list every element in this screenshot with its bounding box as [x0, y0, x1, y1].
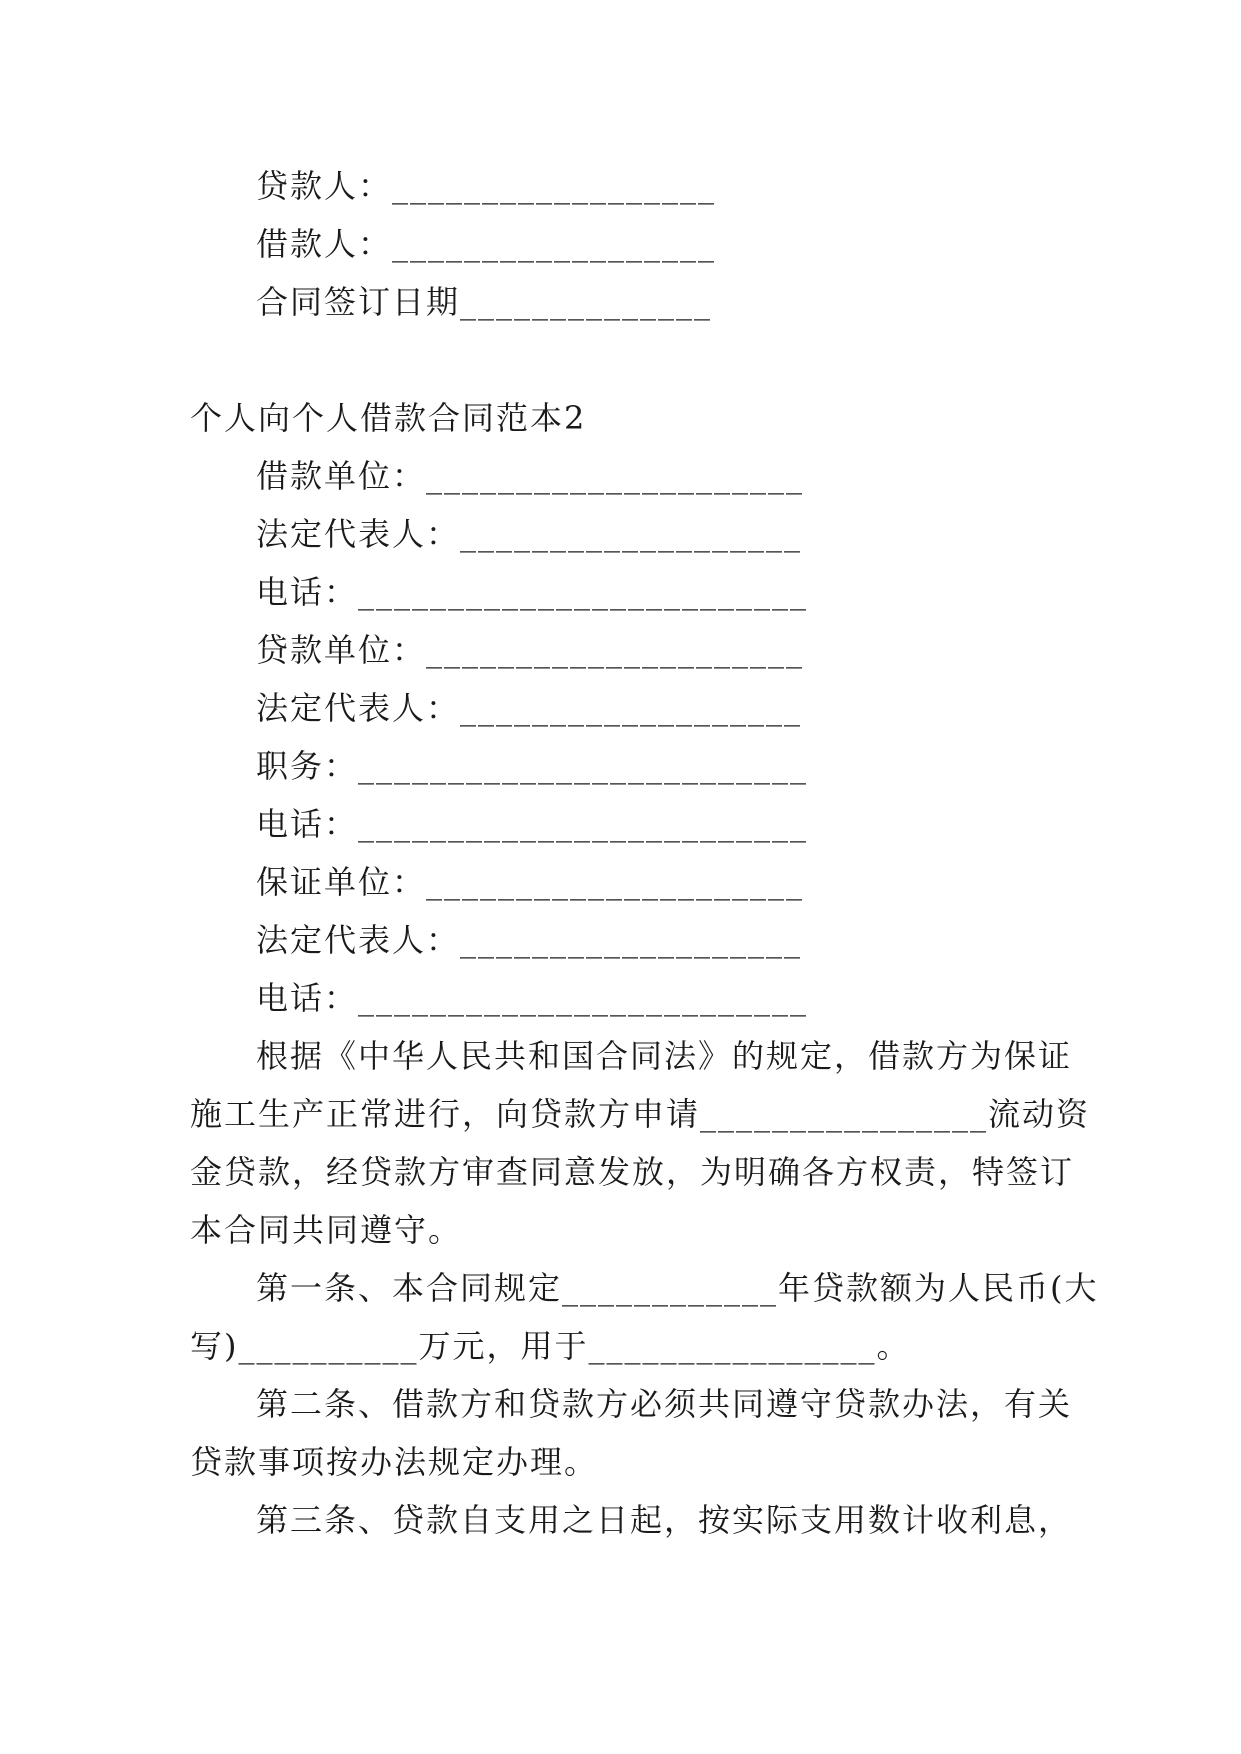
- lender-signature-line: 贷款人：__________________: [256, 167, 717, 205]
- article-3-line: 第三条、贷款自支用之日起，按实际支用数计收利息，: [256, 1501, 1073, 1539]
- article-1-line: 第一条、本合同规定____________年贷款额为人民币(大: [256, 1269, 1099, 1307]
- party-legal-rep: 法定代表人：___________________: [256, 689, 803, 727]
- party-lending-unit: 贷款单位：_____________________: [256, 631, 805, 669]
- paragraph-line: 根据《中华人民共和国合同法》的规定，借款方为保证: [256, 1037, 1073, 1075]
- article-2-line: 贷款事项按办法规定办理。: [190, 1443, 599, 1481]
- party-position: 职务：_________________________: [256, 747, 809, 785]
- sign-date-line: 合同签订日期______________: [256, 283, 713, 321]
- borrower-signature-line: 借款人：__________________: [256, 225, 717, 263]
- party-borrowing-unit: 借款单位：_____________________: [256, 457, 805, 495]
- paragraph-line: 金贷款，经贷款方审查同意发放，为明确各方权责，特签订: [190, 1153, 1075, 1191]
- paragraph-line: 本合同共同遵守。: [190, 1211, 463, 1249]
- paragraph-line: 施工生产正常进行，向贷款方申请________________流动资: [190, 1095, 1091, 1133]
- party-legal-rep: 法定代表人：___________________: [256, 515, 803, 553]
- party-phone: 电话：_________________________: [256, 573, 809, 611]
- party-phone: 电话：_________________________: [256, 979, 809, 1017]
- party-guarantor-unit: 保证单位：_____________________: [256, 863, 805, 901]
- party-legal-rep: 法定代表人：___________________: [256, 921, 803, 959]
- article-2-line: 第二条、借款方和贷款方必须共同遵守贷款办法，有关: [256, 1385, 1073, 1423]
- article-1-line: 写)__________万元，用于________________。: [190, 1327, 911, 1365]
- party-phone: 电话：_________________________: [256, 805, 809, 843]
- section-title: 个人向个人借款合同范本2: [190, 399, 587, 437]
